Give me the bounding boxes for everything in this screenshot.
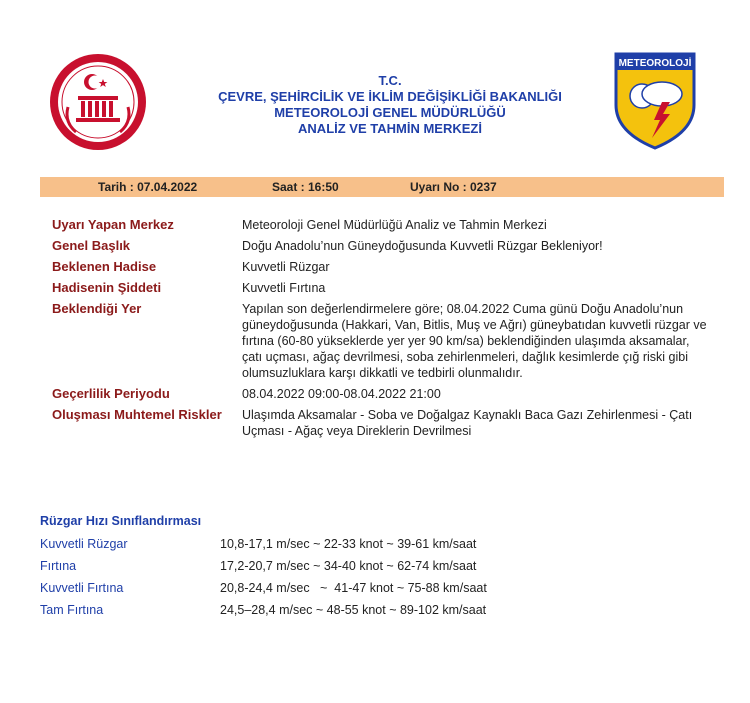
wind-classification-title: Rüzgar Hızı Sınıflandırması <box>40 514 202 528</box>
detail-value: Doğu Anadolu’nun Güneydoğusunda Kuvvetli Rüzgar Bekleniyor! <box>242 239 603 253</box>
wind-class-name: Tam Fırtına <box>40 603 104 617</box>
detail-row <box>52 259 712 275</box>
detail-value: 08.04.2022 09:00-08.04.2022 21:00 <box>242 387 441 401</box>
detail-row <box>52 238 712 254</box>
detail-value: Ulaşımda Aksamalar - Soba ve Doğalgaz Kaynaklı Baca Gazı Zehirlenmesi - Çatı Uçması - Ağaç veya Direklerin Devrilmesi <box>242 408 693 438</box>
detail-row <box>52 386 712 402</box>
header-tc: T.C. <box>378 73 402 88</box>
wind-class-value: 10,8-17,1 m/sec ~ 22-33 knot ~ 39-61 km/saat <box>220 537 477 551</box>
document-header <box>170 73 610 137</box>
meteoroloji-logo-text: METEOROLOJİ <box>618 58 692 69</box>
detail-row <box>52 217 712 233</box>
warning-details <box>52 217 712 444</box>
detail-label: Geçerlilik Periyodu <box>52 386 170 401</box>
detail-value: Meteoroloji Genel Müdürlüğü Analiz ve Tahmin Merkezi <box>242 218 547 232</box>
header-directorate: METEOROLOJİ GENEL MÜDÜRLÜĞÜ <box>274 105 506 120</box>
detail-label: Uyarı Yapan Merkez <box>52 217 174 232</box>
detail-label: Genel Başlık <box>52 238 131 253</box>
time-text: Saat : 16:50 <box>272 180 339 194</box>
ministry-logo <box>48 52 148 152</box>
detail-label: Hadisenin Şiddeti <box>52 280 162 295</box>
wind-row <box>40 533 700 555</box>
wind-class-name: Kuvvetli Rüzgar <box>40 537 128 551</box>
detail-row <box>52 407 712 439</box>
meteoroloji-logo <box>612 50 698 150</box>
wind-class-name: Fırtına <box>40 559 77 573</box>
wind-classification-table <box>40 533 700 621</box>
wind-class-name: Kuvvetli Fırtına <box>40 581 124 595</box>
info-bar <box>40 177 724 197</box>
header-center: ANALİZ VE TAHMİN MERKEZİ <box>298 121 482 136</box>
detail-row <box>52 280 712 296</box>
header-ministry: ÇEVRE, ŞEHİRCİLİK VE İKLİM DEĞİŞİKLİĞİ BAKANLIĞI <box>218 89 562 104</box>
detail-value: Kuvvetli Fırtına <box>242 281 326 295</box>
detail-label: Beklenen Hadise <box>52 259 157 274</box>
wind-class-value: 17,2-20,7 m/sec ~ 34-40 knot ~ 62-74 km/saat <box>220 559 477 573</box>
wind-row <box>40 577 700 599</box>
wind-class-value: 24,5–28,4 m/sec ~ 48-55 knot ~ 89-102 km/saat <box>220 603 487 617</box>
wind-row <box>40 555 700 577</box>
detail-label: Oluşması Muhtemel Riskler <box>52 407 222 422</box>
wind-class-value: 20,8-24,4 m/sec ~ 41-47 knot ~ 75-88 km/saat <box>220 581 487 595</box>
date-text: Tarih : 07.04.2022 <box>98 180 198 194</box>
detail-label: Beklendiği Yer <box>52 301 142 316</box>
detail-row <box>52 301 712 381</box>
detail-value: Yapılan son değerlendirmelere göre; 08.04.2022 Cuma günü Doğu Anadolu’nun güneydoğusunda (Hakkari, Van, Bitlis, Muş ve Ağrı) güneybatıdan kuvvetli rüzgar ve fırtına (60-80 yükseklerde yer yer 90 km/sa) beklendiğinden ulaşımda aksamalar, çatı uçması, ağaç devrilmesi, soba zehirlenmeleri, dağlık kesimlerde çığ riski gibi olumsuzluklara karşı dikkatli ve tedbirli olunmalıdır. <box>242 302 707 380</box>
detail-value: Kuvvetli Rüzgar <box>242 260 330 274</box>
wind-row <box>40 599 700 621</box>
warning-number-text: Uyarı No : 0237 <box>410 180 497 194</box>
